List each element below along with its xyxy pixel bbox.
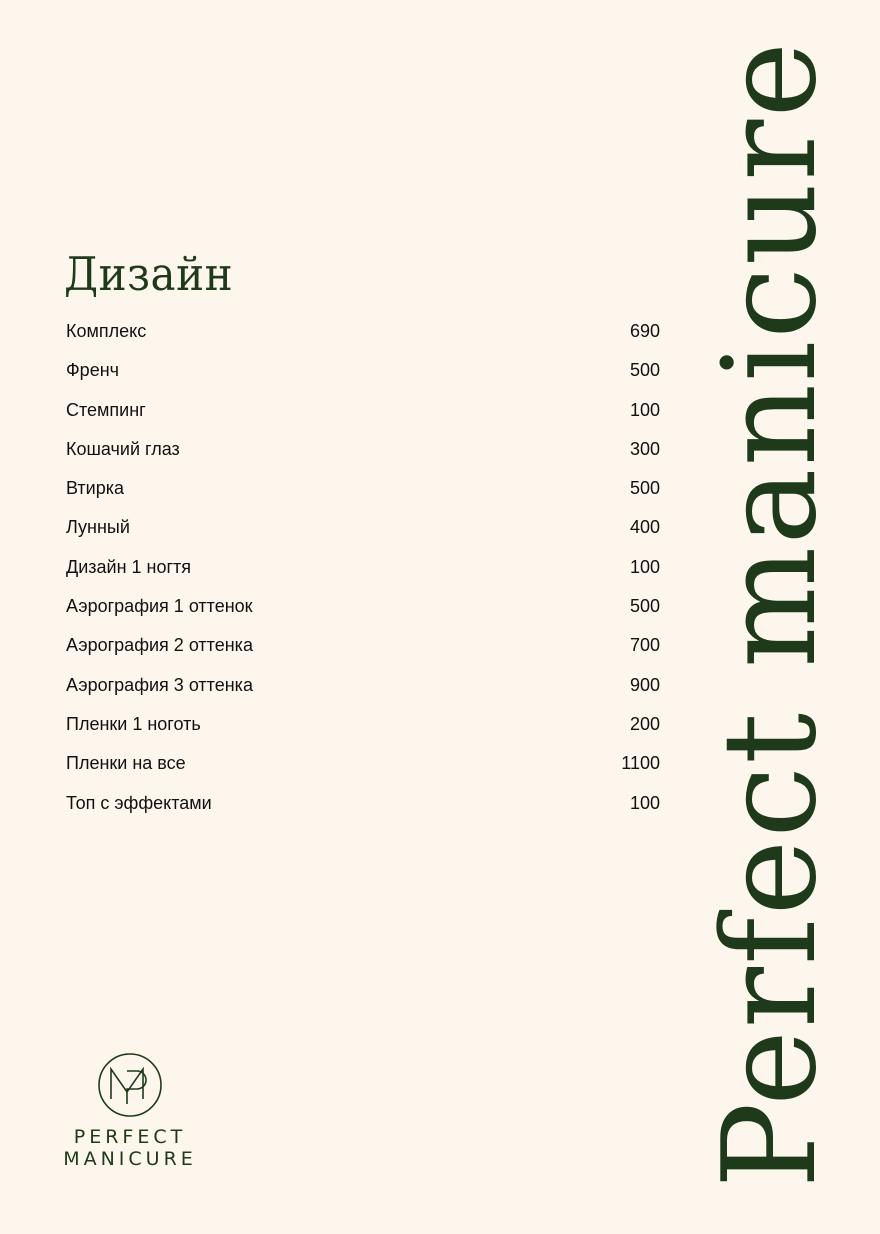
service-price: 400 bbox=[629, 517, 660, 538]
pm-monogram-icon bbox=[97, 1052, 163, 1118]
service-price: 100 bbox=[629, 792, 660, 813]
service-name: Кошачий глаз bbox=[66, 438, 180, 459]
service-name: Комплекс bbox=[66, 321, 147, 341]
price-row bbox=[66, 400, 660, 439]
service-name: Френч bbox=[66, 360, 120, 381]
service-price: 100 bbox=[629, 556, 660, 577]
service-price: 500 bbox=[629, 596, 660, 617]
price-row bbox=[66, 360, 660, 399]
service-price: 690 bbox=[629, 321, 660, 341]
service-price: 700 bbox=[629, 635, 660, 656]
service-name: Лунный bbox=[66, 517, 130, 538]
service-name: Стемпинг bbox=[66, 399, 146, 420]
service-price: 100 bbox=[629, 399, 660, 420]
vertical-brand-title: Perfect manicure bbox=[696, 39, 845, 1189]
service-price: 900 bbox=[629, 674, 660, 695]
service-name: Аэрография 3 оттенка bbox=[66, 674, 253, 695]
logo-text-line1: PERFECT bbox=[73, 1126, 187, 1148]
service-price: 500 bbox=[629, 360, 660, 381]
service-price: 500 bbox=[629, 478, 660, 499]
brand-logo bbox=[62, 1052, 198, 1170]
service-price: 1100 bbox=[621, 753, 660, 774]
logo-text-line2: MANICURE bbox=[63, 1148, 197, 1170]
service-price: 200 bbox=[629, 713, 660, 734]
price-row bbox=[66, 439, 660, 478]
price-row bbox=[66, 557, 660, 596]
service-name: Топ с эффектами bbox=[66, 792, 212, 813]
price-row bbox=[66, 596, 660, 635]
service-name: Пленки на все bbox=[66, 753, 186, 774]
price-row bbox=[66, 714, 660, 753]
price-row bbox=[66, 635, 660, 674]
price-list bbox=[66, 321, 660, 832]
price-row bbox=[66, 793, 660, 832]
service-name: Аэрография 2 оттенка bbox=[66, 635, 253, 656]
section-title: Дизайн bbox=[64, 248, 234, 301]
price-row bbox=[66, 753, 660, 792]
price-row bbox=[66, 675, 660, 714]
price-row bbox=[66, 478, 660, 517]
service-name: Дизайн 1 ногтя bbox=[66, 556, 192, 577]
service-name: Пленки 1 ноготь bbox=[66, 713, 201, 734]
service-name: Втирка bbox=[66, 478, 124, 499]
price-row bbox=[66, 517, 660, 556]
price-row bbox=[66, 321, 660, 360]
service-price: 300 bbox=[629, 438, 660, 459]
service-name: Аэрография 1 оттенок bbox=[66, 596, 253, 617]
